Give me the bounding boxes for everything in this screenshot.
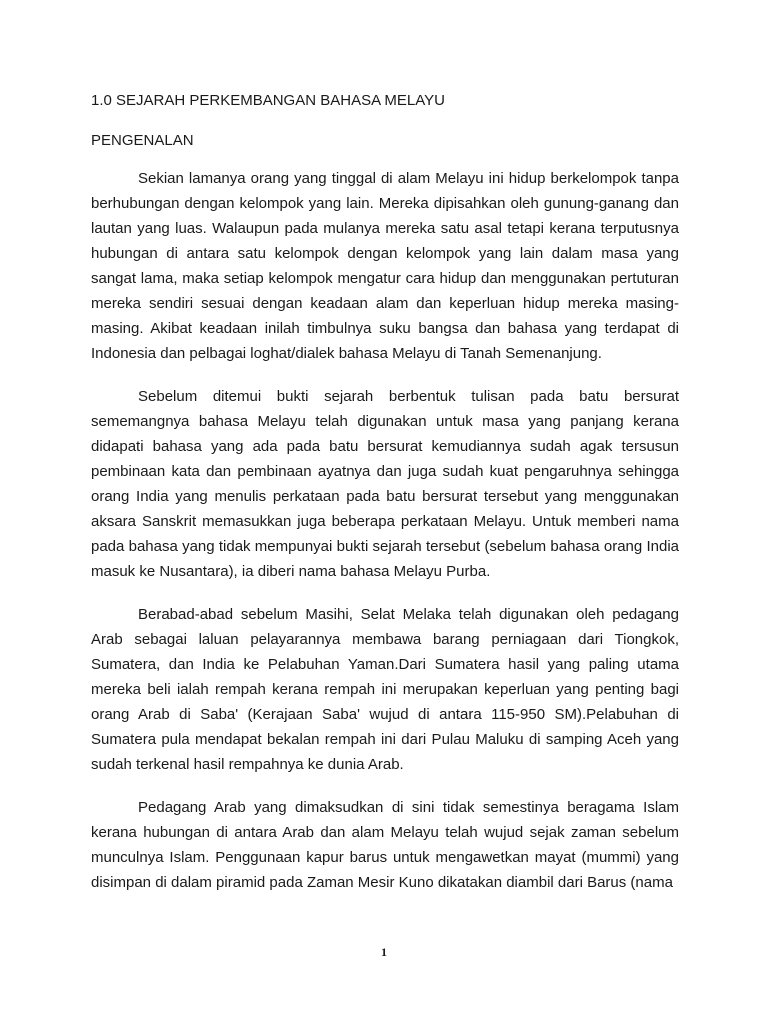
body-text [91, 166, 679, 913]
paragraph: Sebelum ditemui bukti sejarah berbentuk tulisan pada batu bersurat sememangnya bahasa Melayu telah digunakan untuk masa yang panjang kerana didapati bahasa yang ada pada batu bersurat kemudiannya sudah agak tersusun pembinaan kata dan pembinaan ayatnya dan juga sudah kuat pengaruhnya sehingga orang India yang menulis perkataan pada batu bersurat tersebut yang menggunakan aksara Sanskrit memasukkan juga beberapa perkataan Melayu. Untuk memberi nama pada bahasa yang tidak mempunyai bukti sejarah tersebut (sebelum bahasa orang India masuk ke Nusantara), ia diberi nama bahasa Melayu Purba. [91, 388, 679, 580]
page-number: 1 [381, 945, 387, 959]
paragraph: Pedagang Arab yang dimaksudkan di sini tidak semestinya beragama Islam kerana hubungan di antara Arab dan alam Melayu telah wujud sejak zaman sebelum munculnya Islam. Penggunaan kapur barus untuk mengawetkan mayat (mummi) yang disimpan di dalam piramid pada Zaman Mesir Kuno dikatakan diambil dari Barus (nama [91, 799, 679, 891]
paragraph: Berabad-abad sebelum Masihi, Selat Melaka telah digunakan oleh pedagang Arab sebagai laluan pelayarannya membawa barang perniagaan dari Tiongkok, Sumatera, dan India ke Pelabuhan Yaman.Dari Sumatera hasil yang paling utama mereka beli ialah rempah kerana rempah ini merupakan keperluan yang penting bagi orang Arab di Saba' (Kerajaan Saba' wujud di antara 115-950 SM).Pelabuhan di Sumatera pula mendapat bekalan rempah ini dari Pulau Maluku di samping Aceh yang sudah terkenal hasil rempahnya ke dunia Arab. [91, 606, 679, 773]
paragraph: Sekian lamanya orang yang tinggal di alam Melayu ini hidup berkelompok tanpa berhubungan dengan kelompok yang lain. Mereka dipisahkan oleh gunung-ganang dan lautan yang luas. Walaupun pada mulanya mereka satu asal tetapi kerana terputusnya hubungan di antara satu kelompok dengan kelompok yang lain dalam masa yang sangat lama, maka setiap kelompok mengatur cara hidup dan menggunakan pertuturan mereka sendiri sesuai dengan keadaan alam dan keperluan hidup mereka masing-masing. Akibat keadaan inilah timbulnya suku bangsa dan bahasa yang terdapat di Indonesia dan pelbagai loghat/dialek bahasa Melayu di Tanah Semenanjung. [91, 170, 679, 362]
section-heading: PENGENALAN [91, 132, 194, 149]
page-title: 1.0 SEJARAH PERKEMBANGAN BAHASA MELAYU [91, 92, 446, 109]
